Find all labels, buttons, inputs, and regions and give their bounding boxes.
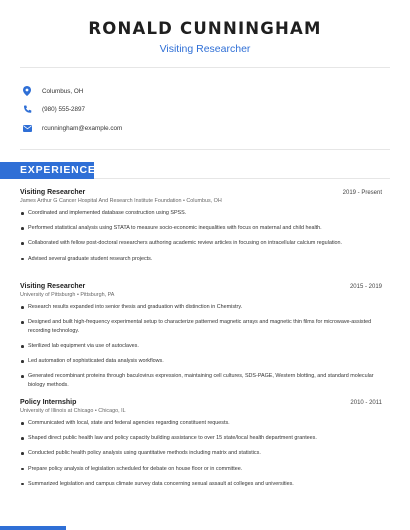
footer-accent-bar xyxy=(0,526,66,530)
candidate-name: RONALD CUNNINGHAM xyxy=(88,19,322,38)
job-entry xyxy=(20,189,382,270)
resume-header xyxy=(0,0,410,56)
job-dates: 2015 - 2019 xyxy=(349,284,382,290)
job-title: Policy Internship xyxy=(20,399,77,406)
list-item: Designed and built high-frequency experimental setup to characterize patterned magnetic arrays and magnetic thin films for microwave-assisted recording technology. xyxy=(20,318,382,335)
job-bullets xyxy=(20,419,382,488)
job-location: Columbus, OH xyxy=(186,198,222,204)
contact-phone xyxy=(22,101,122,119)
bullet-separator: • xyxy=(94,408,99,414)
list-item: Advised several graduate student research projects. xyxy=(20,255,382,264)
job-location: Pittsburgh, PA xyxy=(80,292,115,298)
job-title: Visiting Researcher xyxy=(20,189,86,196)
envelope-icon xyxy=(22,123,32,133)
job-organization-line xyxy=(20,198,382,204)
job-location: Chicago, IL xyxy=(98,408,126,414)
list-item: Summarized legislation and campus climate survey data concerning sexual assault at colleges and universities. xyxy=(20,480,382,489)
contact-location xyxy=(22,82,122,100)
map-pin-icon xyxy=(22,86,32,96)
list-item: Shaped direct public health law and policy capacity building assistance to over 15 state/local health department grantees. xyxy=(20,434,382,443)
candidate-title: Visiting Researcher xyxy=(159,43,251,55)
job-dates: 2010 - 2011 xyxy=(350,400,382,406)
job-organization: University of Illinois at Chicago xyxy=(20,408,94,414)
job-organization-line xyxy=(20,408,382,414)
contact-list xyxy=(22,82,122,138)
job-title: Visiting Researcher xyxy=(20,283,86,290)
phone-icon xyxy=(22,105,32,115)
job-bullets xyxy=(20,209,382,263)
bullet-separator: • xyxy=(183,198,187,204)
job-organization: University of Pittsburgh xyxy=(20,292,76,298)
list-item: Communicated with local, state and federal agencies regarding constituent requests. xyxy=(20,419,382,428)
job-entry xyxy=(20,283,382,396)
list-item: Led automation of sophisticated data analysis workflows. xyxy=(20,357,382,366)
job-organization-line xyxy=(20,292,382,298)
job-organization: James Arthur G Cancer Hospital And Research Institute Foundation xyxy=(20,198,182,204)
email-text: rcunningham@example.com xyxy=(42,124,123,132)
bullet-separator: • xyxy=(76,292,81,298)
job-bullets xyxy=(20,303,382,390)
list-item: Prepare policy analysis of legislation scheduled for debate on house floor or in committee. xyxy=(20,465,382,474)
contact-divider xyxy=(20,149,390,150)
section-underline xyxy=(94,178,390,179)
job-entry xyxy=(20,399,382,495)
list-item: Generated recombinant proteins through baculovirus expression, maintaining cell cultures, SDS-PAGE, Western blotting, and standard molecular biology methods. xyxy=(20,372,382,389)
phone-text: (980) 555-2897 xyxy=(42,106,86,113)
location-text: Columbus, OH xyxy=(42,87,84,95)
list-item: Coordinated and implemented database construction using SPSS. xyxy=(20,209,382,218)
list-item: Performed statistical analysis using STATA to measure socio-economic inequalities with focus on maternal and child health. xyxy=(20,224,382,233)
job-dates: 2019 - Present xyxy=(342,190,382,196)
header-divider xyxy=(20,67,390,68)
list-item: Research results expanded into senior thesis and graduation with distinction in Chemistry. xyxy=(20,303,382,312)
contact-email xyxy=(22,119,122,137)
list-item: Collaborated with fellow post-doctoral researchers authoring academic review articles in focusing on intracellular calcium regulation. xyxy=(20,239,382,248)
list-item: Sterilized lab equipment via use of autoclaves. xyxy=(20,342,382,351)
list-item: Conducted public health policy analysis using quantitative methods including matrix and statistics. xyxy=(20,449,382,458)
section-heading-experience: EXPERIENCE xyxy=(0,162,94,179)
